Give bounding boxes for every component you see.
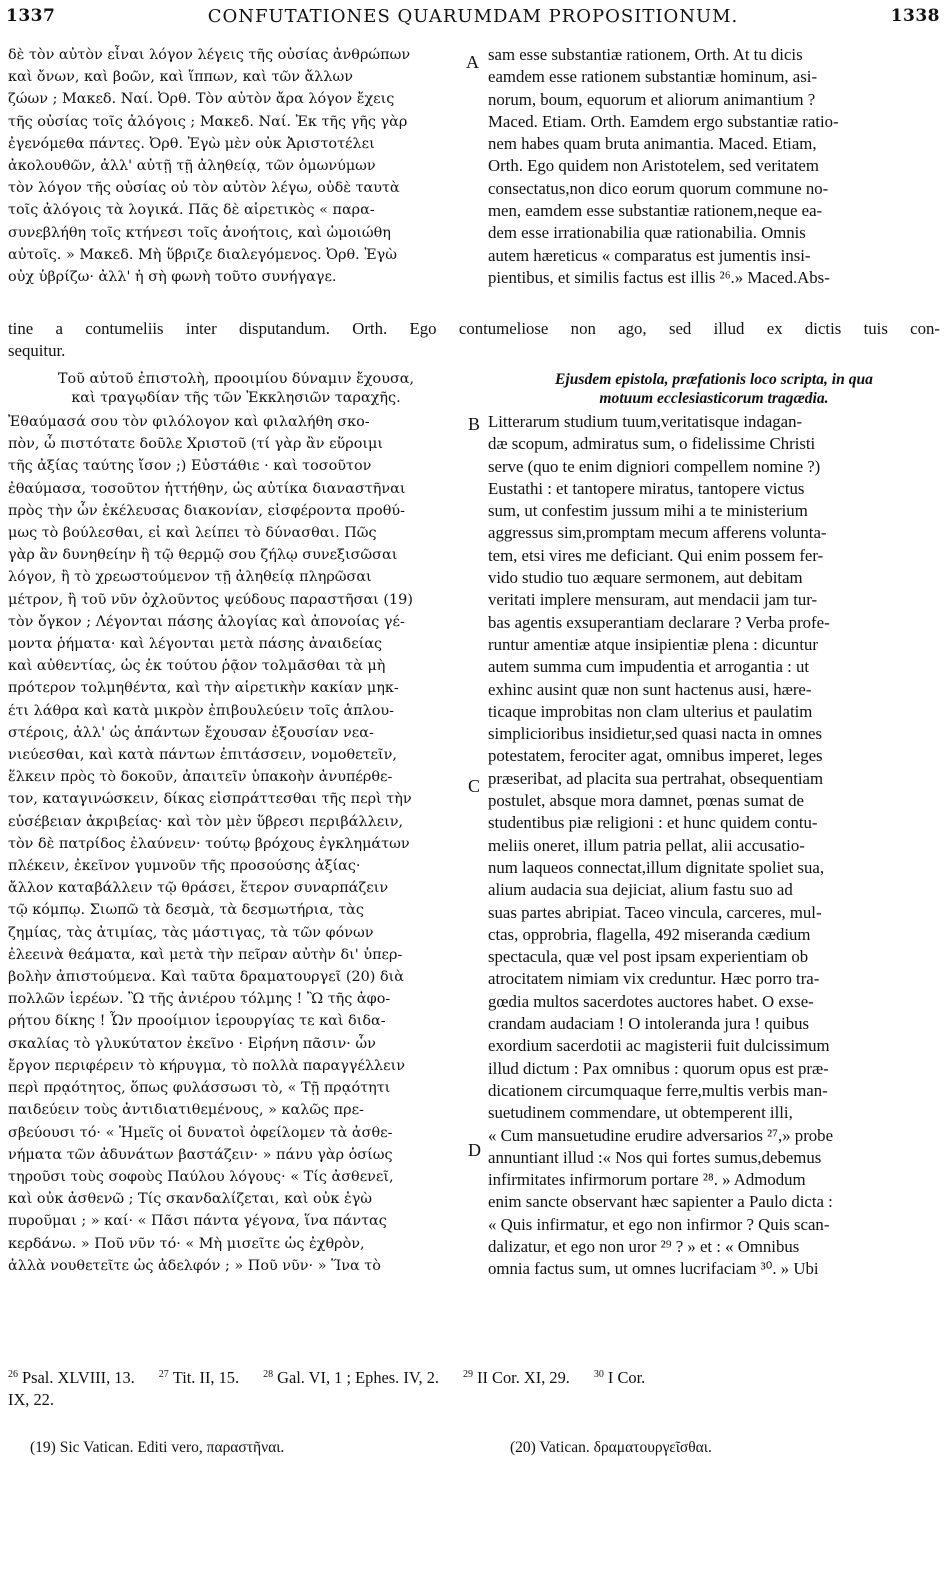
greek-text-line: τὸν λόγον τῆς οὐσίας οὐ τὸν αὐτὸν λέγω, οὐδὲ ταυτὰ bbox=[8, 180, 400, 197]
latin-column-section1 bbox=[488, 44, 940, 289]
latin-text-line: infirmitates infirmorum portare ²⁸. » Admodum bbox=[488, 1170, 806, 1190]
latin-text-line: ctas, opprobria, flagella, 492 miseranda cædium bbox=[488, 924, 811, 944]
latin-text-line: crandam audaciam ! O intoleranda jura ! quibus bbox=[488, 1014, 810, 1034]
latin-text-line: num laqueos connectat,illum dignitate spoliet sua, bbox=[488, 857, 825, 877]
footnote-27 bbox=[159, 1368, 239, 1387]
latin-text-line: vido studio tuo æquare sermonem, aut debitam bbox=[488, 568, 803, 588]
latin-text-line: serve (quo te enim digniori compellem nomine ?) bbox=[488, 456, 821, 476]
greek-text-line: σκαλίας τὸ γλυκύτατον ἐκεῖνο · Εἰρήνη πᾶσιν· ὧν bbox=[8, 1035, 376, 1052]
latin-text-line: sam esse substantiæ rationem, Orth. At tu dicis bbox=[488, 45, 803, 64]
footnote-number: 27 bbox=[158, 1369, 169, 1380]
latin-text-line: alium audacia sua dejiciat, alium fastu suo ad bbox=[488, 880, 793, 900]
greek-text-line: μοντα ῥήματα· καὶ λέγονται μετὰ πάσης ἀναιδείας bbox=[8, 636, 383, 653]
greek-text-line: τῆς ἀξίας ταύτης ἴσον ;) Εὐστάθιε · καὶ τοσοῦτον bbox=[8, 458, 372, 475]
span-line-1: tine a contumeliis inter disputandum. Orth. Ego contumeliose non ago, sed illud ex dictis tuis con- bbox=[8, 319, 940, 338]
latin-text-line: nem habes quam bruta animantia. Maced. Etiam, bbox=[488, 134, 817, 154]
greek-text-line: ἔργον περιφέρειν τὸ κήρυγμα, τὸ πολλὰ παραγγέλλειν bbox=[8, 1057, 405, 1074]
greek-text-line: παιδεύειν τοὺς ἀντιδιατιθεμένους, » καλῶς πρε- bbox=[8, 1102, 364, 1119]
footnote-text: Gal. VI, 1 ; Ephes. IV, 2. bbox=[277, 1368, 440, 1388]
latin-text-line: Eustathi : et tantopere miratus, tantopere victus bbox=[488, 478, 805, 498]
latin-text-line: annuntiant illud :« Nos qui fortes sumus,debemus bbox=[488, 1147, 822, 1167]
footnote-number: 29 bbox=[463, 1369, 474, 1380]
greek-text-line: τὸν ὄγκον ; Λέγονται πάσης ἀλογίας καὶ ἀπονοίας γέ- bbox=[8, 613, 405, 630]
greek-text-line: τοῖς ἀλόγοις τὰ λογικά. Πᾶς δὲ αἱρετικὸς « παρα- bbox=[8, 202, 375, 219]
greek-text-line: νήματα τῶν ἀδυνάτων βαστάζειν· » πάνυ γὰρ ὁσίως bbox=[8, 1146, 393, 1163]
latin-text-line: consectatus,non dico eorum quorum commune no- bbox=[488, 178, 829, 198]
greek-text-line: ρήτου δίκης ! Ὧν προοίμιον ἱερουργίας τε καὶ διδα- bbox=[8, 1013, 386, 1030]
latin-text-line: dalizatur, et ego non uror ²⁹ ? » et : « Omnibus bbox=[488, 1236, 800, 1256]
greek-text-line: ἐγενόμεθα πάντες. Ὀρθ. Ἐγὼ μὲν οὐκ Ἀριστοτέλει bbox=[8, 135, 375, 152]
margin-letter-a: A bbox=[466, 52, 479, 72]
latin-text-line: aggressus sim,promptam mecum afferens volunta- bbox=[488, 523, 827, 543]
greek-text-line: νιεύεσθαι, καὶ κατὰ πάντων ἐπιτάσσειν, νομοθετεῖν, bbox=[8, 747, 397, 764]
footnotes bbox=[8, 1364, 940, 1411]
greek-text-line: πὸν, ὦ πιστότατε δοῦλε Χριστοῦ (τί γὰρ ἂν εὕροιμι bbox=[8, 436, 384, 453]
greek-heading-line: Τοῦ αὐτοῦ ἐπιστολὴ, προοιμίου δύναμιν ἔχουσα, bbox=[57, 371, 415, 387]
footnote-number: 30 bbox=[593, 1369, 604, 1380]
greek-text-line: ζημίας, τὰς ἀτιμίας, τὰς μάστιγας, τὰ τῶν φόνων bbox=[8, 924, 374, 941]
footnote-number: 26 bbox=[8, 1369, 18, 1380]
latin-text-line: spectacula, quæ vel post ipsam experientiam ob bbox=[488, 947, 809, 967]
latin-text-line: tem, etsi vires me deficiant. Qui enim possem fer- bbox=[488, 545, 824, 565]
latin-text-line: præseribat, ad placita sua pertrahat, obsequentiam bbox=[488, 768, 824, 788]
greek-text-line: ἐλεεινὰ θεάματα, καὶ μετὰ τὴν πεῖραν αὐτὴν δι' ὑπερ- bbox=[8, 946, 403, 963]
latin-text-line: bas agentis exsuperantiam declarare ? Verba profe- bbox=[488, 612, 830, 632]
latin-column-section2 bbox=[488, 411, 940, 1281]
footnote-29 bbox=[463, 1368, 570, 1387]
greek-text-line: τῆς οὐσίας τοῖς ἀλόγοις ; Μακεδ. Ναί. Ἐκ τῆς γῆς γὰρ bbox=[8, 113, 408, 130]
greek-text-line: εὐσέβειαν ἀκριβείας· καὶ τὸν μὲν ὕβρεσι περιβάλλειν, bbox=[8, 813, 404, 830]
full-width-line bbox=[8, 318, 940, 340]
latin-text-line: eamdem esse rationem substantiæ hominum, asi- bbox=[488, 67, 818, 87]
greek-column-section1 bbox=[8, 44, 464, 288]
latin-text-line: studentibus piæ religioni : et hunc quidem contu- bbox=[488, 813, 818, 833]
greek-text-line: ἕλκειν πρὸς τὸ δοκοῦν, ἀπαιτεῖν ὑπακοὴν ἀνυπέρθε- bbox=[8, 769, 393, 786]
greek-text-line: Ἐθαύμασά σου τὸν φιλόλογον καὶ φιλαλήθη σκο- bbox=[8, 414, 370, 430]
latin-text-line: ticaque improbitas non clam ulterius et paulatim bbox=[488, 701, 813, 721]
footnote-text: II Cor. XI, 29. bbox=[477, 1368, 570, 1388]
latin-text-line: omnia factus sum, ut omnes lucrifaciam ³⁰. » Ubi bbox=[488, 1259, 819, 1279]
running-title: CONFUTATIONES QUARUMDAM PROPOSITIONUM. bbox=[207, 6, 739, 27]
greek-text-line: δὲ τὸν αὐτὸν εἶναι λόγον λέγεις τῆς οὐσίας ἀνθρώπων bbox=[8, 47, 411, 63]
latin-text-line: men, eamdem esse substantiæ rationem,neque ea- bbox=[488, 201, 823, 221]
margin-letter-b: B bbox=[468, 414, 481, 434]
footnote-text: Psal. XLVIII, 13. bbox=[22, 1368, 135, 1388]
margin-letter-d: D bbox=[468, 1140, 481, 1160]
latin-text-line: dicationem circumquaque ferre,multis verbis man- bbox=[488, 1080, 828, 1100]
footnote-number: 28 bbox=[263, 1369, 274, 1380]
latin-text-line: simplicioribus insidietur,sed quasi nacta in omnes bbox=[488, 724, 822, 744]
margin-letter-c: C bbox=[468, 776, 481, 796]
full-width-line-2: sequitur. bbox=[8, 341, 66, 360]
greek-text-line: περὶ πρᾳότητος, ὅπως φυλάσσωσι τὸ, « Τῇ πρᾳότητι bbox=[8, 1080, 391, 1097]
latin-text-line: dem esse irrationabilia quæ rationabilia. Omnis bbox=[488, 223, 806, 243]
page-number-right: 1338 bbox=[890, 6, 940, 26]
latin-text-line: Orth. Ego quidem non Aristotelem, sed veritatem bbox=[488, 156, 819, 176]
greek-text-line: μέτρον, ἢ τοῦ νῦν ὀχλοῦντος ψεύδους παραστῆσαι (19) bbox=[8, 591, 413, 608]
greek-text-line: στέροις, ἀλλ' ὡς ἁπάντων ἔχουσαν ἐξουσίαν νεα- bbox=[8, 724, 374, 741]
greek-text-line: ἀλλὰ νουθετεῖτε ὡς ἀδελφόν ; » Ποῦ νῦν· » Ἵνα τὸ bbox=[8, 1257, 381, 1274]
greek-text-line: τον, καταγινώσκειν, δίκας εἰσπράττεσθαι τῆς περὶ τὴν bbox=[8, 791, 412, 808]
latin-text-line: exordium sacerdotii ac magisterii fuit dulcissimum bbox=[488, 1036, 830, 1056]
greek-text-line: πολλῶν ἱερέων. Ὢ τῆς ἀνιέρου τόλμης ! Ὢ τῆς ἀφο- bbox=[8, 991, 391, 1008]
greek-text-line: πυροῦμαι ; » καί· « Πᾶσι πάντα γέγονα, ἵνα πάντας bbox=[8, 1213, 387, 1230]
latin-heading-line: motuum ecclesiasticorum tragædia. bbox=[599, 390, 829, 407]
variant-note-19: (19) Sic Vatican. Editi vero, παραστῆναι. bbox=[30, 1439, 285, 1456]
greek-text-line: πρὸς τὴν ὧν ἐκέλευσας διακονίαν, εἰσφέροντα προθύ- bbox=[8, 502, 405, 519]
latin-text-line: « Cum mansuetudine erudire adversarios ²⁷,» probe bbox=[488, 1125, 834, 1145]
latin-text-line: enim sancte observant hæc sapienter a Paulo dicta : bbox=[488, 1192, 833, 1212]
footnote-row bbox=[8, 1364, 940, 1389]
latin-text-line: dæ scopum, admiratus sum, o fidelissime Christi bbox=[488, 434, 816, 454]
greek-text-line: βολὴν ἀπιστούμενα. Καὶ ταῦτα δραματουργεῖ (20) διὰ bbox=[8, 969, 405, 986]
greek-text-line: πλέκειν, ἐκεῖνον γυμνοῦν τῆς προσούσης ἀξίας· bbox=[8, 858, 361, 875]
greek-text-line: τῷ κόμπῳ. Σιωπῶ τὰ δεσμὰ, τὰ δεσμωτήρια, τὰς bbox=[8, 902, 364, 919]
greek-text-line: καὶ οὐκ ἀσθενῶ ; Τίς σκανδαλίζεται, καὶ οὐκ ἐγὼ bbox=[8, 1191, 373, 1208]
footnote-text: I Cor. bbox=[607, 1368, 646, 1388]
latin-text-line: norum, boum, equorum et aliorum animantium ? bbox=[488, 89, 816, 109]
latin-text-line: gœdia multos sacerdotes auctores habet. O exse- bbox=[488, 991, 814, 1011]
latin-heading-line: Ejusdem epistola, præfationis loco scripta, in qua bbox=[555, 371, 873, 388]
greek-text-line: λόγον, ἢ τὸ χρεωστούμενον τῇ ἀληθείᾳ πληρῶσαι bbox=[8, 569, 372, 586]
latin-text-line: autem summa cum impudentia et arrogantia : ut bbox=[488, 657, 810, 677]
latin-text-line: « Quis infirmatur, et ego non infirmor ? Quis scan- bbox=[488, 1214, 830, 1234]
latin-text-line: veritati implere mensuram, aut mendacii jam tur- bbox=[488, 590, 818, 610]
greek-text-line: ἀκολουθῶν, ἀλλ' αὐτῇ τῇ ἀληθείᾳ, τῶν ὁμωνύμων bbox=[8, 158, 376, 175]
page-header bbox=[6, 6, 940, 40]
footnote-text: Tit. II, 15. bbox=[172, 1368, 240, 1388]
latin-text-line: atrocitatem nimiam vix creduntur. Hæc porro tra- bbox=[488, 969, 820, 989]
latin-text-line: sum, ut confestim jussum mihi a te ministerium bbox=[488, 501, 808, 521]
latin-text-line: runtur amentiæ atque insipientiæ plena : dicuntur bbox=[488, 634, 818, 654]
latin-text-line: suas partes abripiat. Taceo vincula, carceres, mul- bbox=[488, 902, 822, 922]
greek-text-line: τὸν δὲ πατρίδος ἐλαύνειν· τούτῳ βρόχους ἐγκλημάτων bbox=[8, 835, 410, 852]
latin-heading bbox=[488, 370, 940, 408]
greek-text-line: γὰρ ἂν δυνηθείην ἢ τῷ θερμῷ σου ζήλῳ συνεξισῶσαι bbox=[8, 547, 398, 564]
greek-text-line: ζώων ; Μακεδ. Ναί. Ὀρθ. Τὸν αὐτὸν ἄρα λόγον ἔχεις bbox=[8, 91, 395, 108]
greek-text-line: κερδάνω. » Ποῦ νῦν τό· « Μὴ μισεῖτε ὡς ἐχθρὸν, bbox=[8, 1235, 365, 1252]
greek-text-line: ἐθαύμασα, τοσοῦτον ἡττήθην, ὡς αὐτίκα διαναστῆναι bbox=[8, 480, 406, 497]
greek-text-line: αὐτοῖς. » Μακεδ. Μὴ ὕβριζε διαλεγόμενος. Ὀρθ. Ἐγὼ bbox=[8, 246, 397, 263]
greek-text-line: ἄλλον καταβάλλειν τῷ θράσει, ἕτερον συναρπάζειν bbox=[8, 880, 389, 897]
greek-text-line: έτι λάθρα καὶ κατὰ μικρὸν ἐπιβουλεύειν τοῖς ἁπλου- bbox=[8, 702, 394, 719]
latin-text-line: suetudinem commendare, ut obtemperent illi, bbox=[488, 1103, 793, 1123]
latin-text-line: autem hæreticus « comparatus est jumentis insi- bbox=[488, 245, 811, 265]
greek-text-line: καὶ ὄνων, καὶ βοῶν, καὶ ἵππων, καὶ τῶν ἄλλων bbox=[8, 69, 354, 86]
latin-text-line: illud dictum : Pax omnibus : quorum opus est præ- bbox=[488, 1058, 829, 1078]
latin-text-line: exhinc ausint quæ non sunt hactenus ausi, hære- bbox=[488, 679, 812, 699]
footnote-26 bbox=[8, 1368, 135, 1387]
footnote-28 bbox=[263, 1368, 439, 1387]
greek-text-line: μως τὸ βούλεσθαι, εἰ καὶ λείπει τὸ δύνασθαι. Πῶς bbox=[8, 525, 377, 542]
footnote-continuation: IX, 22. bbox=[8, 1390, 54, 1410]
latin-text-line: meliis oneret, illum patria pellat, alii accusatio- bbox=[488, 835, 805, 855]
greek-text-line: οὐχ ὑβρίζω· ἀλλ' ἡ σὴ φωνὴ τοῦτο συνήγαγε. bbox=[8, 269, 337, 286]
greek-text-line: πρότερον τολμηθέντα, καὶ τὴν αἱρετικὴν κακίαν μηκ- bbox=[8, 680, 399, 697]
page-number-left: 1337 bbox=[6, 6, 56, 26]
greek-heading-line: καὶ τραγῳδίαν τῆς τῶν Ἐκκλησιῶν ταραχῆς. bbox=[71, 390, 401, 406]
latin-text-line: pientibus, et similis factus est illis ²⁶.» Maced.Abs- bbox=[488, 267, 830, 287]
greek-text-line: συνεβλήθη τοῖς κτήνεσι τοῖς ἀνοήτοις, καὶ ὡμοιώθη bbox=[8, 224, 391, 241]
latin-text-line: postulet, absque mora damnet, pœnas sumat de bbox=[488, 791, 804, 811]
greek-heading bbox=[8, 370, 464, 408]
greek-text-line: σβεύουσι τό· « Ἡμεῖς οἱ δυνατοὶ ὀφείλομεν τὰ ἀσθε- bbox=[8, 1124, 393, 1141]
footnote-30 bbox=[594, 1368, 645, 1387]
latin-text-line: Litterarum studium tuum,veritatisque indagan- bbox=[488, 412, 803, 431]
variant-note-20: (20) Vatican. δραματουργεῖσθαι. bbox=[510, 1439, 712, 1456]
greek-text-line: τηροῦσι τοὺς σοφοὺς Παύλου λόγους· « Τίς ἀσθενεῖ, bbox=[8, 1168, 394, 1185]
greek-column-section2 bbox=[8, 411, 464, 1277]
latin-text-line: Maced. Etiam. Orth. Eamdem ergo substantiæ ratio- bbox=[488, 111, 839, 131]
greek-text-line: καὶ αὐθεντίας, ὡς ἐκ τούτου ῥᾷον τολμᾶσθαι τὰ μὴ bbox=[8, 658, 386, 675]
latin-text-line: potestatem, ferociter agat, omnibus imperet, leges bbox=[488, 746, 823, 766]
